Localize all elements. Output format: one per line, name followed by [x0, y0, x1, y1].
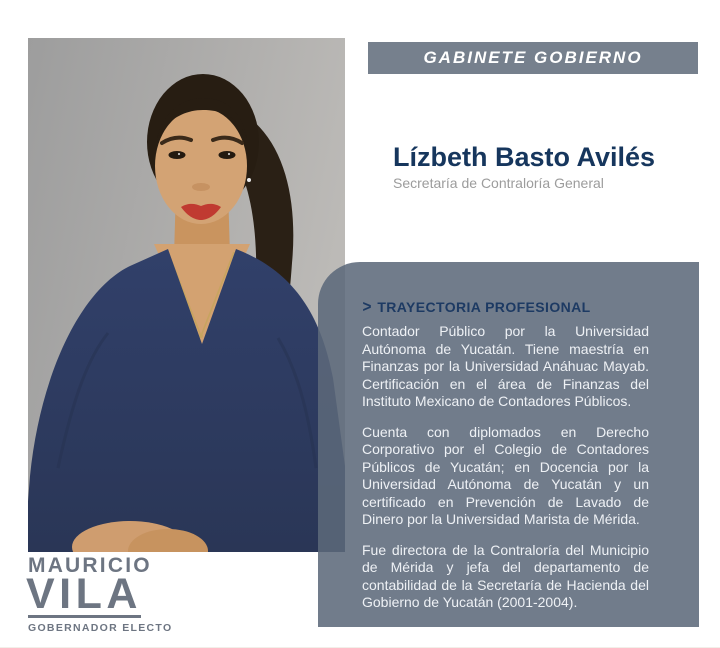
earring — [247, 178, 251, 182]
person-role: Secretaría de Contraloría General — [393, 175, 604, 191]
bio-panel — [318, 262, 699, 627]
banner — [368, 42, 698, 74]
logo-first-name: MAURICIO — [28, 554, 152, 577]
logo — [26, 554, 173, 634]
portrait-photo — [28, 38, 345, 552]
bio-heading — [362, 298, 649, 315]
bio-paragraph: Fue directora de la Contraloría del Municipio de Mérida y jefa del departamento de contabilidad de la Secretaría de Hacienda del Gobierno de Yucatán (2001-2004). — [362, 541, 649, 610]
banner-label: GABINETE GOBIERNO — [423, 48, 643, 67]
right-eye — [219, 151, 236, 159]
logo-subtitle: GOBERNADOR ELECTO — [28, 622, 173, 634]
person-name: Lízbeth Basto Avilés — [393, 142, 656, 172]
chevron-right-icon: > — [362, 297, 372, 316]
portrait-illustration — [28, 38, 345, 552]
bio-paragraph: Cuenta con diplomados en Derecho Corporativo por el Colegio de Contadores Públicos de Yucatán; en Docencia por la Universidad Autónoma de Yucatán y un certificado en Prevención de Lavado de Dinero por la Universidad Marista de Mérida. — [362, 423, 649, 527]
bio-heading-label: TRAYECTORIA PROFESIONAL — [377, 298, 591, 315]
bio-paragraph: Contador Público por la Universidad Autónoma de Yucatán. Tiene maestría en Finanzas por la Universidad Anáhuac Mayab. Certificación en el área de Finanzas del Instituto Mexicano de Contadores Públicos. — [362, 323, 649, 409]
name-block — [393, 142, 655, 191]
nose-shadow — [192, 183, 210, 191]
logo-last-name: VILA — [26, 570, 142, 618]
left-eye — [169, 151, 186, 159]
